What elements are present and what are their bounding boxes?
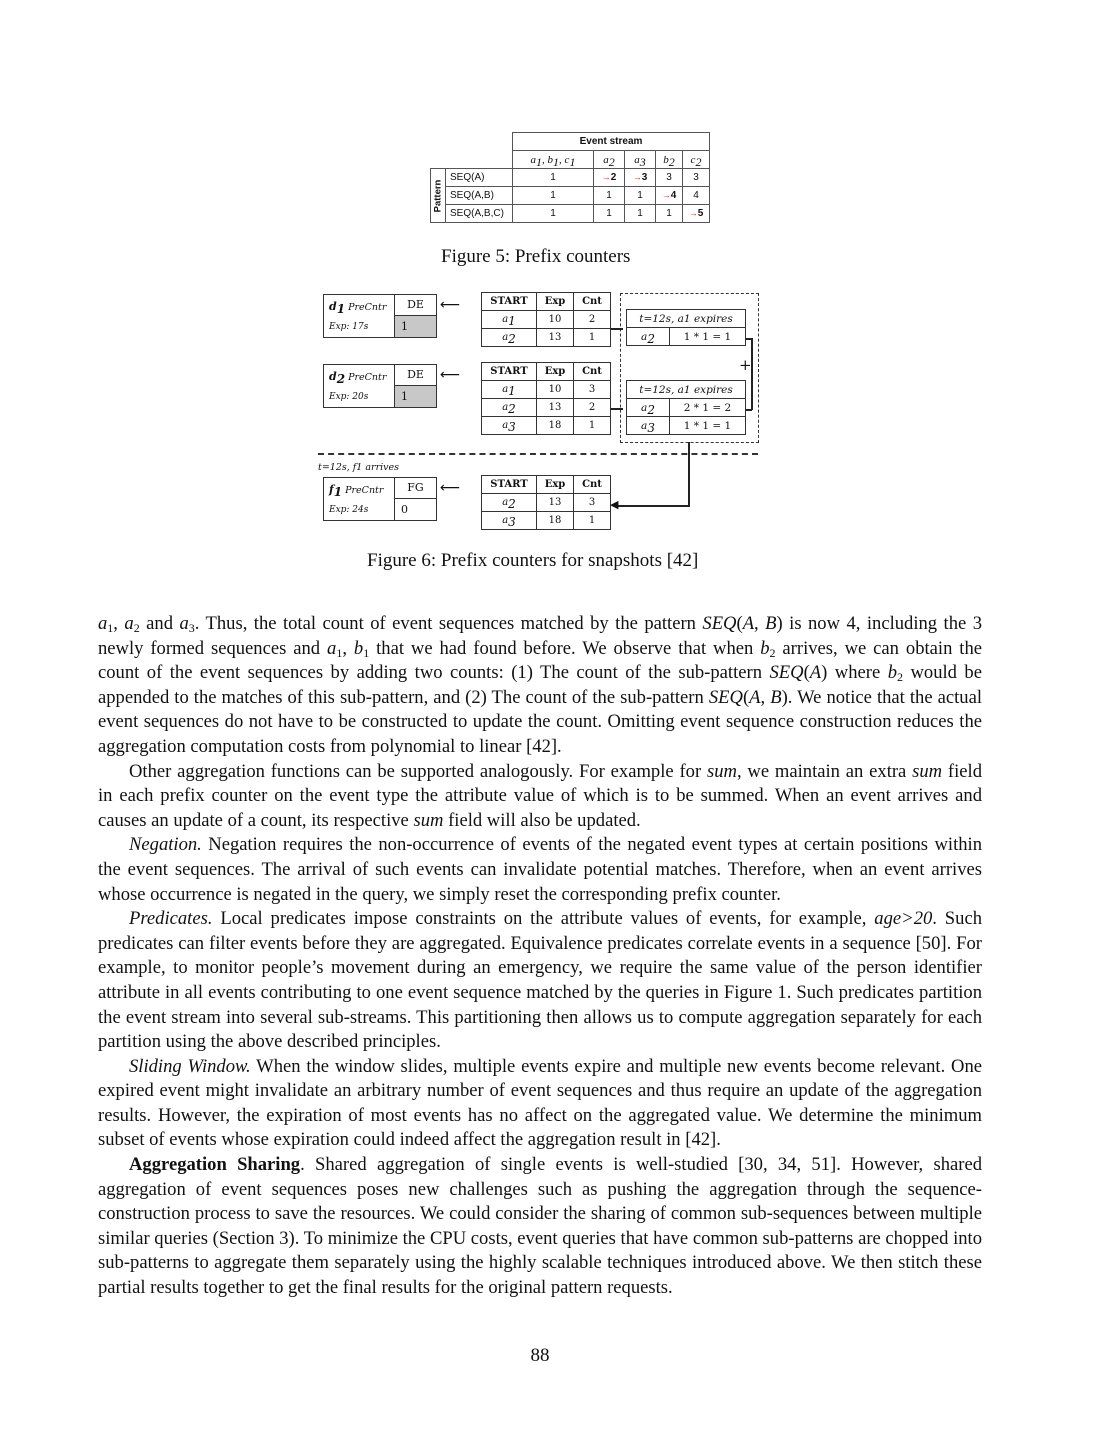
paragraph: Predicates. Local predicates impose constraints on the attribute values of events, for example, age>20. Such predicates can filter events before they are aggregated. Equivalence predicates correlate events in a sequence [50]. For example, to monitor people’s movement during an emergency, we require the same value of the person identifier attribute in all events contributing to one event sequence matched by the queries in Figure 1. Such predicates partition the event stream into several sub-streams. This partitioning then allows us to compute aggregation separately for each partition using the above described principles. (98, 908, 982, 1053)
column-header: $a_3$ (625, 151, 656, 169)
arrow-left-icon: ⟵ (440, 367, 461, 383)
arrow-left-icon: ⟵ (440, 297, 461, 313)
d1-prefix-counter: $d_1$ PreCntr Exp: 17s DE 1 (323, 294, 437, 338)
column-header: $b_2$ (656, 151, 683, 169)
separator-line (318, 453, 758, 455)
d2-prefix-counter: $d_2$ PreCntr Exp: 20s DE 1 (323, 364, 437, 408)
column-header: $a_2$ (594, 151, 625, 169)
pattern-label: Pattern (431, 169, 446, 223)
table-row: SEQ(A,B,C) 1 1 1 1 →5 (431, 205, 710, 223)
arrow-left-icon: ◀ (610, 498, 619, 511)
column-header: $c_2$ (683, 151, 710, 169)
snapshot-table-3: START Exp Cnt $a_2$ 13 3 $a_3$ 18 1 (481, 475, 611, 530)
paragraph: Other aggregation functions can be supported analogously. For example for sum, we maintain an extra sum field in each prefix counter on the event type the attribute value of which is to be summed. When an event arrives and causes an update of a count, its respective sum field will also be updated. (98, 760, 983, 831)
expiry-table-1: t=12s, a1 expires $a_2$ 1 * 1 = 1 (626, 309, 746, 346)
table-row: SEQ(A,B) 1 1 1 →4 4 (431, 187, 710, 205)
figure-5-prefix-counter-table (430, 132, 710, 223)
paragraph: Sliding Window. When the window slides, multiple events expire and multiple new events become relevant. One expired event might invalidate an arbitrary number of event sequences and thus require an update of the aggregation results. However, the expiration of most events has no affect on the aggregated value. We determine the minimum subset of events whose expiration could indeed affect the aggregation result in [42]. (98, 1055, 982, 1151)
column-header: $a_1$, $b_1$, $c_1$ (513, 151, 594, 169)
expiry-table-2: t=12s, a1 expires $a_2$ 2 * 1 = 2 $a_3$ 1 * 1 = 1 (626, 380, 746, 435)
plus-sign: + (739, 356, 752, 374)
figure-5-caption: Figure 5: Prefix counters (441, 246, 631, 267)
body-text (98, 612, 982, 1301)
arrival-label: t=12s, f1 arrives (318, 462, 400, 473)
snapshot-table-1: START Exp Cnt $a_1$ 10 2 $a_2$ 13 1 (481, 292, 611, 347)
arrow-left-icon: ⟵ (440, 480, 461, 496)
snapshot-table-2: START Exp Cnt $a_1$ 10 3 $a_2$ 13 2 $a_3$ 18 1 (481, 362, 611, 435)
paragraph: Aggregation Sharing. Shared aggregation of single events is well-studied [30, 34, 51]. However, shared aggregation of event sequences poses new challenges such as pushing the aggregation through the sequence-construction process to save the resources. We could consider the sharing of common sub-sequences between multiple similar queries (Section 3). To minimize the CPU costs, event queries that have common sub-patterns are chopped into sub-patterns to aggregate them separately using the highly scalable techniques introduced above. We then stitch these partial results together to get the final results for the original pattern requests. (98, 1154, 982, 1299)
figure-6-snapshot-diagram (313, 290, 763, 535)
paragraph: $a_1$, $a_2$ and $a_3$. Thus, the total count of event sequences matched by the pattern SEQ(A, B) is now 4, including the 3 newly formed sequences and $a_1$, $b_1$ that we had found before. We observe that when $b_2$ arrives, we can obtain the count of the event sequences by adding two counts: (1) The count of the sub-pattern SEQ(A) where $b_2$ would be appended to the matches of this sub-pattern, and (2) The count of the sub-pattern SEQ(A, B). We notice that the actual event sequences do not have to be constructed to update the count. Omitting event sequence construction reduces the aggregation computation costs from polynomial to linear [42]. (98, 613, 983, 757)
event-stream-header: Event stream (513, 133, 710, 151)
f1-prefix-counter: $f_1$ PreCntr Exp: 24s FG 0 (323, 477, 437, 521)
paragraph: Negation. Negation requires the non-occurrence of events of the negated event types at certain positions within the event sequences. The arrival of such events can invalidate potential matches. Therefore, when an event arrives whose occurrence is negated in the query, we simply reset the corresponding prefix counter. (98, 834, 983, 905)
table-row: Pattern SEQ(A) 1 →2 →3 3 3 (431, 169, 710, 187)
page-number: 88 (530, 1345, 550, 1366)
figure-6-caption: Figure 6: Prefix counters for snapshots [42] (367, 550, 699, 571)
